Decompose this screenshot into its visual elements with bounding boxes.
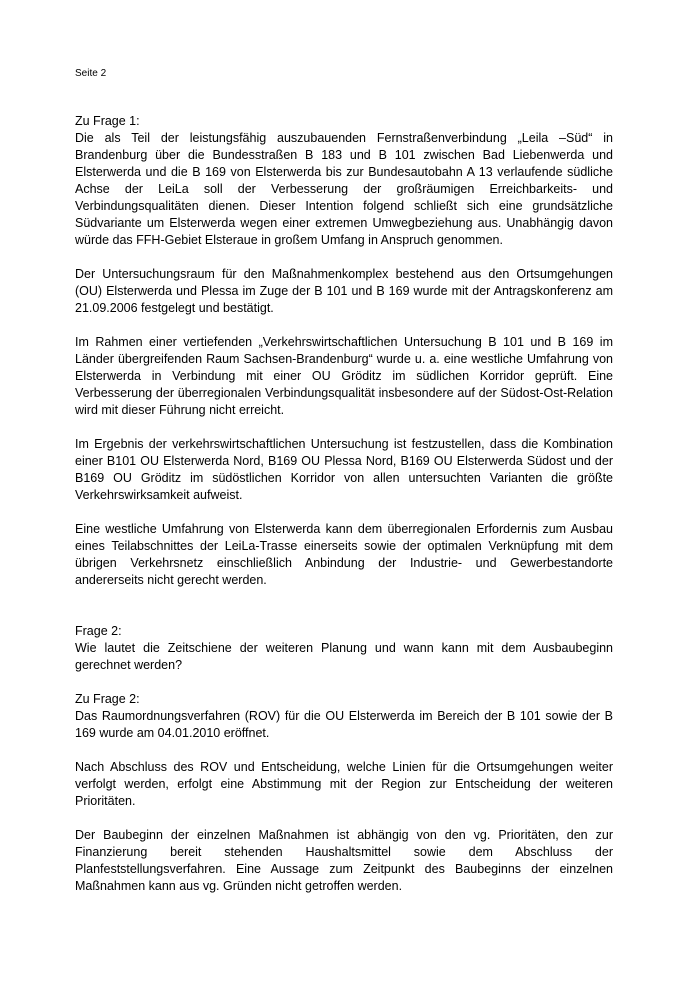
page-number: Seite 2 [75, 68, 107, 79]
question-2-text: Wie lautet die Zeitschiene der weiteren Planung und wann kann mit dem Ausbaubeginn gerechnet werden? [75, 641, 613, 672]
answer-2-heading: Zu Frage 2: [75, 692, 140, 706]
answer-1-paragraph-2: Der Untersuchungsraum für den Maßnahmenkomplex bestehend aus den Ortsumgehungen (OU) Elsterwerda und Plessa im Zuge der B 101 und B 169 wurde mit der Antragskonferenz am 21.09.2006 festgelegt und bestätigt. [75, 267, 613, 315]
question-2-heading: Frage 2: [75, 624, 122, 638]
answer-2-paragraph-3: Der Baubeginn der einzelnen Maßnahmen ist abhängig von den vg. Prioritäten, den zur Finanzierung bereit stehenden Haushaltsmittel sowie dem Abschluss der Planfeststellungsverfahren. Eine Aussage zum Zeitpunkt des Baubeginns der einzelnen Maßnahmen kann aus vg. Gründen nicht getroffen werden. [75, 828, 613, 893]
answer-1-paragraph-3: Im Rahmen einer vertiefenden „Verkehrswirtschaftlichen Untersuchung B 101 und B 169 im Länder übergreifenden Raum Sachsen-Brandenburg“ wurde u. a. eine westliche Umfahrung von Elsterwerda in Verbindung mit einer OU Gröditz im südlichen Korridor geprüft. Eine Verbesserung der überregionalen Verbindungsqualität insbesondere auf der Südost-Ost-Relation wird mit dieser Führung nicht erreicht. [75, 335, 613, 417]
question-2-section [75, 623, 613, 674]
answer-2-paragraph-1: Das Raumordnungsverfahren (ROV) für die OU Elsterwerda im Bereich der B 101 sowie der B 169 wurde am 04.01.2010 eröffnet. [75, 709, 613, 740]
answer-1-heading: Zu Frage 1: [75, 114, 140, 128]
answer-1-paragraph-4: Im Ergebnis der verkehrswirtschaftlichen Untersuchung ist festzustellen, dass die Kombination einer B101 OU Elsterwerda Nord, B169 OU Plessa Nord, B169 OU Elsterwerda Südost und der B169 OU Gröditz im südöstlichen Korridor von allen untersuchten Varianten die größte Verkehrswirksamkeit aufweist. [75, 437, 613, 502]
answer-1-paragraph-5: Eine westliche Umfahrung von Elsterwerda kann dem überregionalen Erfordernis zum Ausbau eines Teilabschnittes der LeiLa-Trasse einerseits sowie der optimalen Verknüpfung mit dem übrigen Verkehrsnetz einschließlich Anbindung der Industrie- und Gewerbestandorte andererseits nicht gerecht werden. [75, 522, 613, 587]
answer-1-section [75, 113, 613, 249]
document-body [75, 113, 613, 895]
answer-1-paragraph-1: Die als Teil der leistungsfähig auszubauenden Fernstraßenverbindung „Leila –Süd“ in Brandenburg über die Bundesstraßen B 183 und B 101 zwischen Bad Liebenwerda und Elsterwerda und die B 169 von Elsterwerda bis zur Bundesautobahn A 13 verlaufende südliche Achse der LeiLa soll der Verbesserung der großräumigen Erreichbarkeits- und Verbindungsqualitäten dienen. Dieser Intention folgend schließt sich eine grundsätzliche Südvariante um Elsterwerda wegen einer extremen Umwegbeziehung aus. Unabhängig davon würde das FFH-Gebiet Elsteraue in großem Umfang in Anspruch genommen. [75, 131, 613, 247]
answer-2-paragraph-2: Nach Abschluss des ROV und Entscheidung, welche Linien für die Ortsumgehungen weiter verfolgt werden, erfolgt eine Abstimmung mit der Region zur Entscheidung der weiteren Prioritäten. [75, 760, 613, 808]
answer-2-section [75, 691, 613, 742]
